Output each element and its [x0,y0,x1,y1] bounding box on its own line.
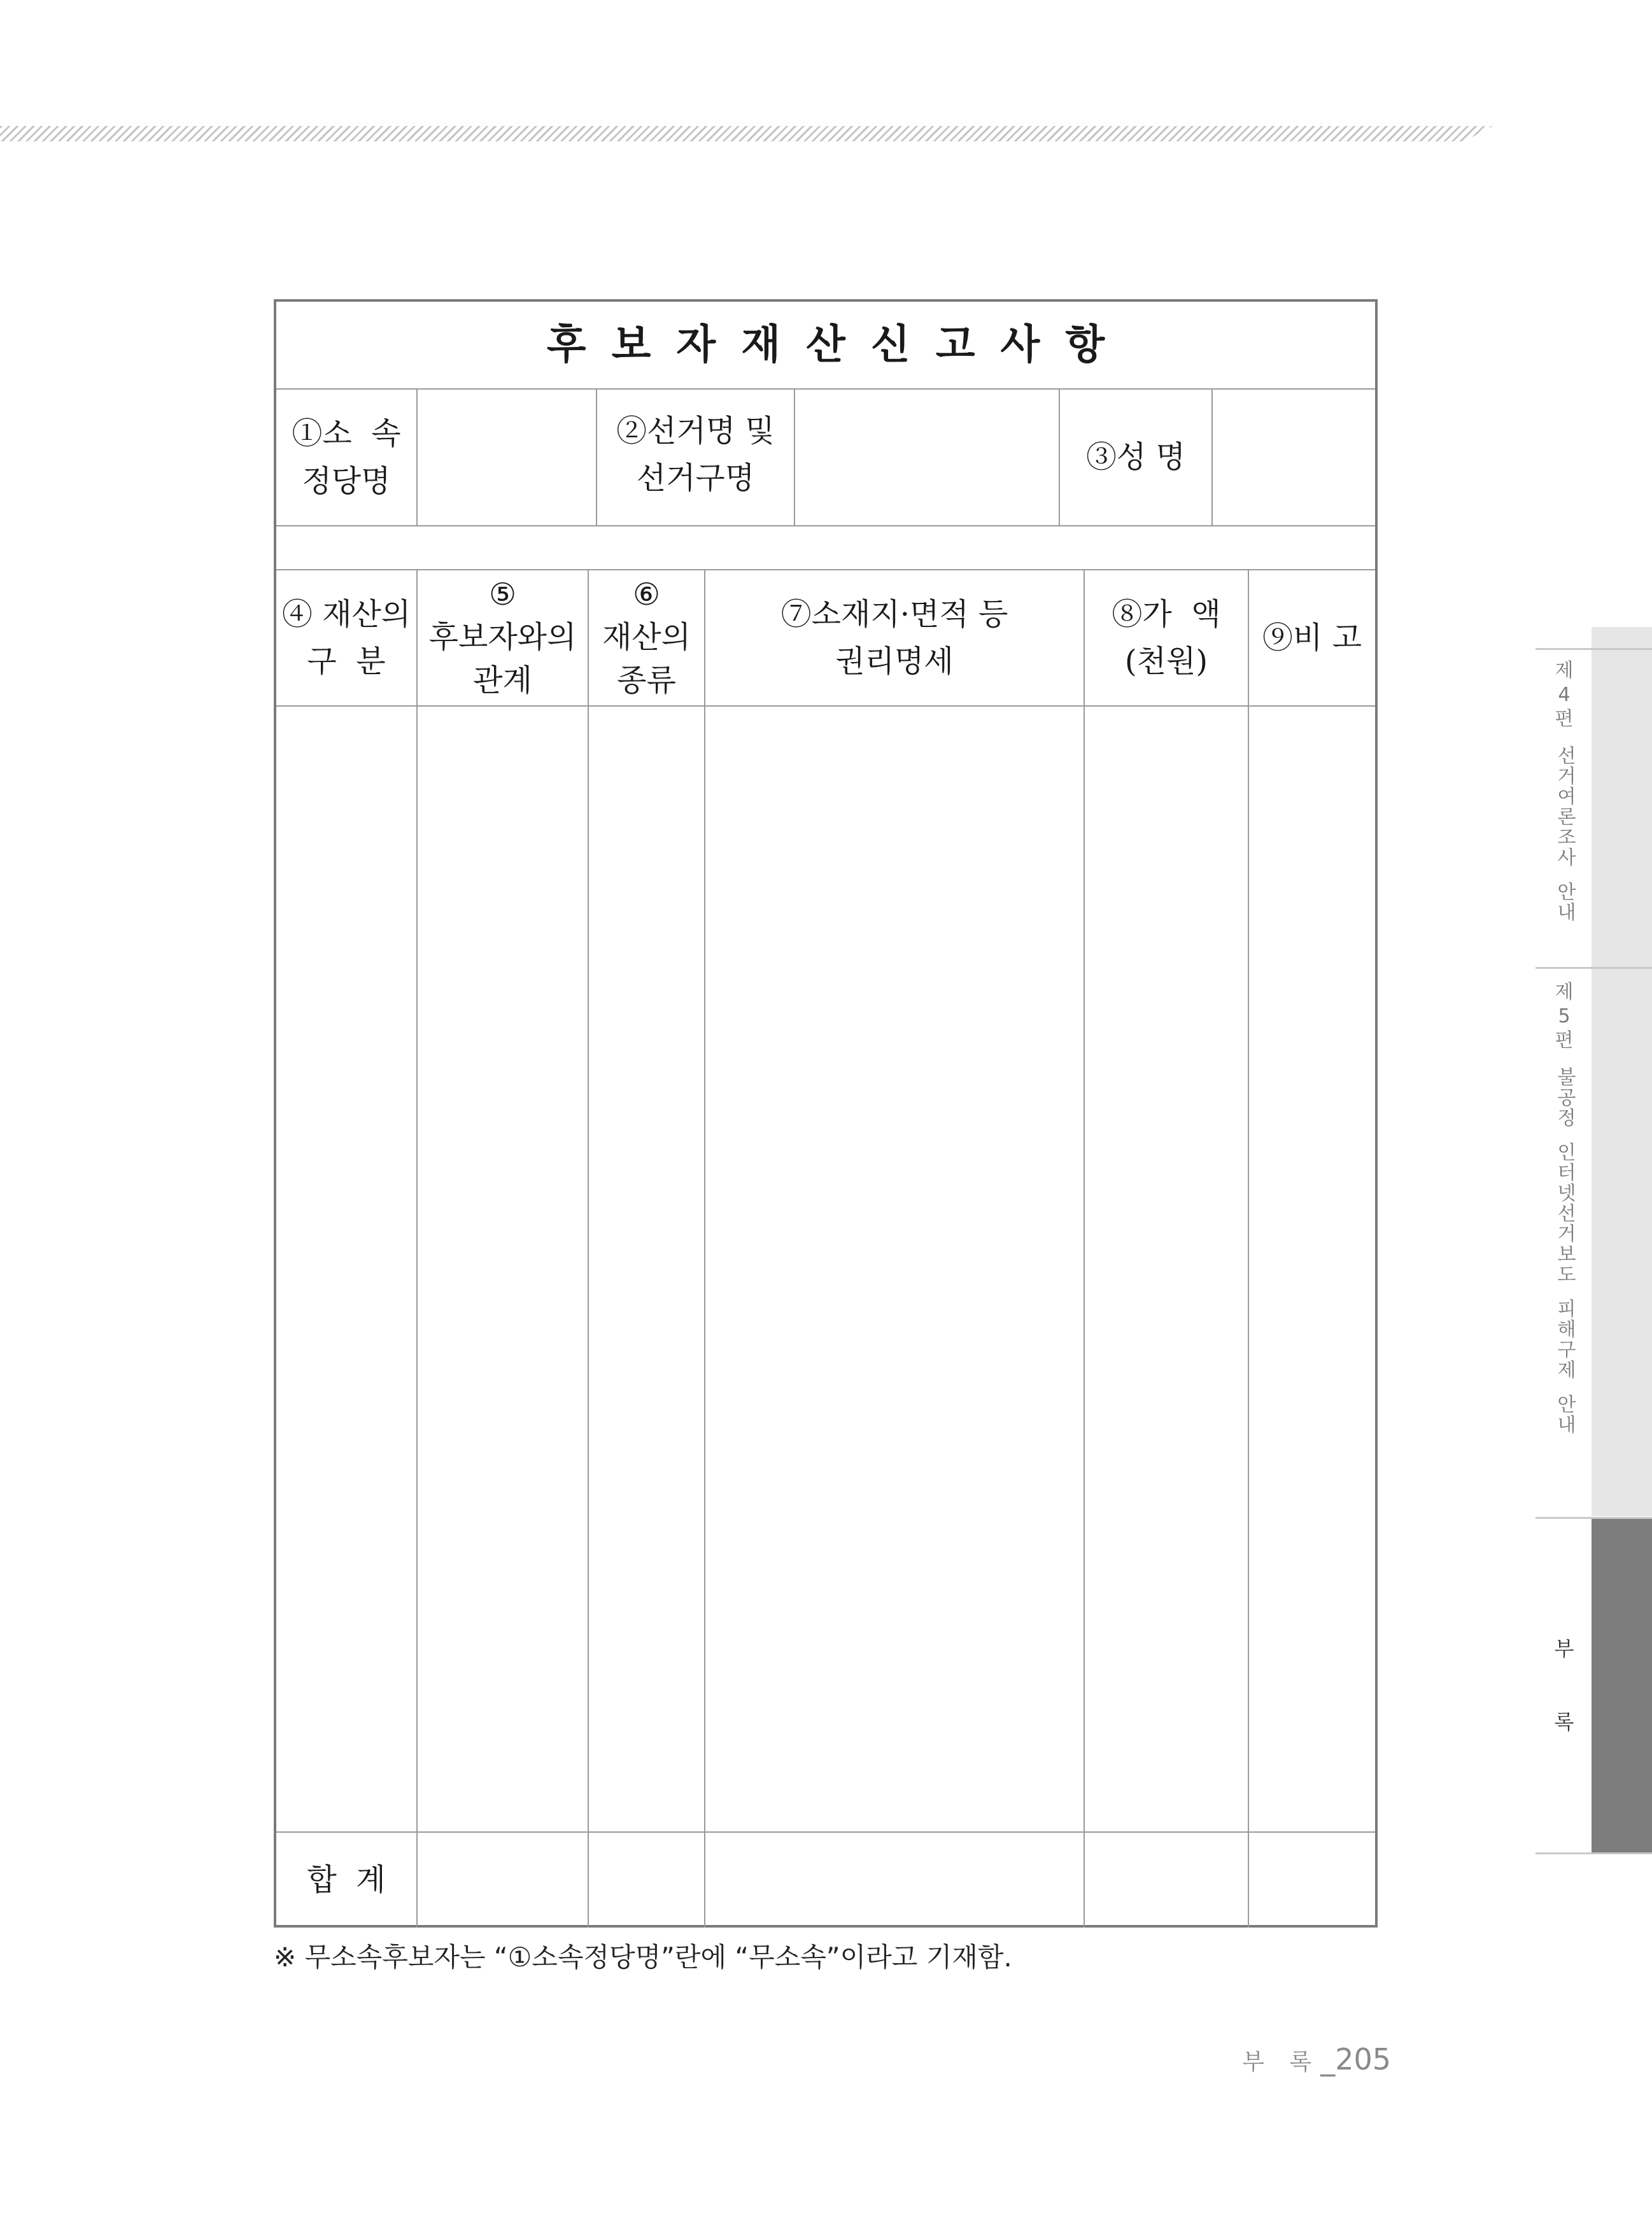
part4-word: 선거여론조사 [1553,745,1576,868]
remarks-header: ⑨비 고 [1262,619,1362,656]
party-label-line2: 정당명 [302,463,391,499]
footnote: ※ 무소속후보자는 “①소속정당명”란에 “무소속”이라고 기재함. [274,1942,1012,1973]
part4-line: 4 [1558,684,1571,706]
value-line1: ⑧가 액 [1112,596,1221,632]
part5-word: 인터넷선거보도 [1553,1142,1576,1285]
asset-type-num: ⑥ [632,577,661,613]
value-line2: (천원) [1124,644,1208,679]
part5-line: 5 [1558,1005,1571,1027]
side-tab-appendix-bottom[interactable]: 록 [1554,1710,1574,1734]
part5-word: 피해구제 [1553,1299,1576,1380]
election-label-line2: 선거구명 [636,460,755,497]
side-tab-divider [1536,1517,1652,1519]
relation-line2: 관계 [473,662,532,698]
party-label-line1: ①소 속 [292,416,401,452]
location-cell[interactable] [705,707,1084,1831]
total-type-cell[interactable] [589,1833,704,1928]
side-tab-bg [1592,969,1652,1516]
asset-type-line1: 재산의 [602,619,691,656]
asset-category-cell[interactable] [276,707,416,1831]
total-label: 합 계 [307,1862,386,1898]
party-value-field[interactable] [418,390,596,525]
side-tab-divider [1536,1852,1652,1854]
asset-category-line2: 구 분 [307,644,386,679]
part4-line: 제 [1555,659,1574,682]
part5-word: 안내 [1553,1394,1576,1435]
total-remarks-cell[interactable] [1249,1833,1375,1928]
asset-type-line2: 종류 [617,662,676,698]
relation-header [418,570,588,705]
side-tab-divider [1536,648,1652,650]
page-number: _205 [1320,2042,1391,2076]
asset-report-form [274,299,1378,1928]
blank-row [276,526,1375,569]
part4-word: 안내 [1553,882,1576,922]
side-tab-active-bg [1592,1518,1652,1852]
relation-line1: 후보자와의 [428,619,577,656]
election-value-field[interactable] [795,390,1059,525]
location-line1: ⑦소재지·면적 등 [780,596,1008,632]
part4-line: 편 [1555,708,1574,730]
side-tab-bg [1592,627,1652,968]
election-label [597,390,794,525]
party-label [276,390,416,525]
asset-type-header [589,570,704,705]
relation-cell[interactable] [418,707,588,1831]
header-hatch-band [0,126,1493,141]
value-cell[interactable] [1085,707,1248,1831]
header-hatch-end [1464,126,1493,141]
side-tab-part4[interactable] [1548,659,1580,922]
footer-section: 부 록 [1242,2049,1321,2075]
election-label-line1: ②선거명 및 [616,413,775,449]
side-tab-appendix-top[interactable]: 부 [1554,1637,1574,1661]
part5-line: 제 [1555,981,1574,1003]
total-relation-cell[interactable] [418,1833,588,1928]
total-value-cell[interactable] [1085,1833,1248,1928]
name-value-field[interactable] [1213,390,1375,525]
part5-word: 불공정 [1553,1067,1576,1128]
total-location-cell[interactable] [705,1833,1084,1928]
part5-line: 편 [1555,1029,1574,1052]
location-header [705,570,1084,705]
page-footer [1242,2042,1391,2076]
asset-type-cell[interactable] [589,707,704,1831]
location-line2: 권리명세 [835,644,954,679]
value-header [1085,570,1248,705]
remarks-cell[interactable] [1249,707,1375,1831]
name-label: ③성 명 [1086,439,1185,476]
side-tab-part5[interactable] [1548,980,1580,1435]
asset-category-line1: ④ 재산의 [281,596,411,632]
form-title: 후보자재산신고사항 [546,321,1131,369]
relation-num: ⑤ [488,577,517,613]
side-tab-divider [1536,967,1652,969]
asset-category-header [276,570,416,705]
